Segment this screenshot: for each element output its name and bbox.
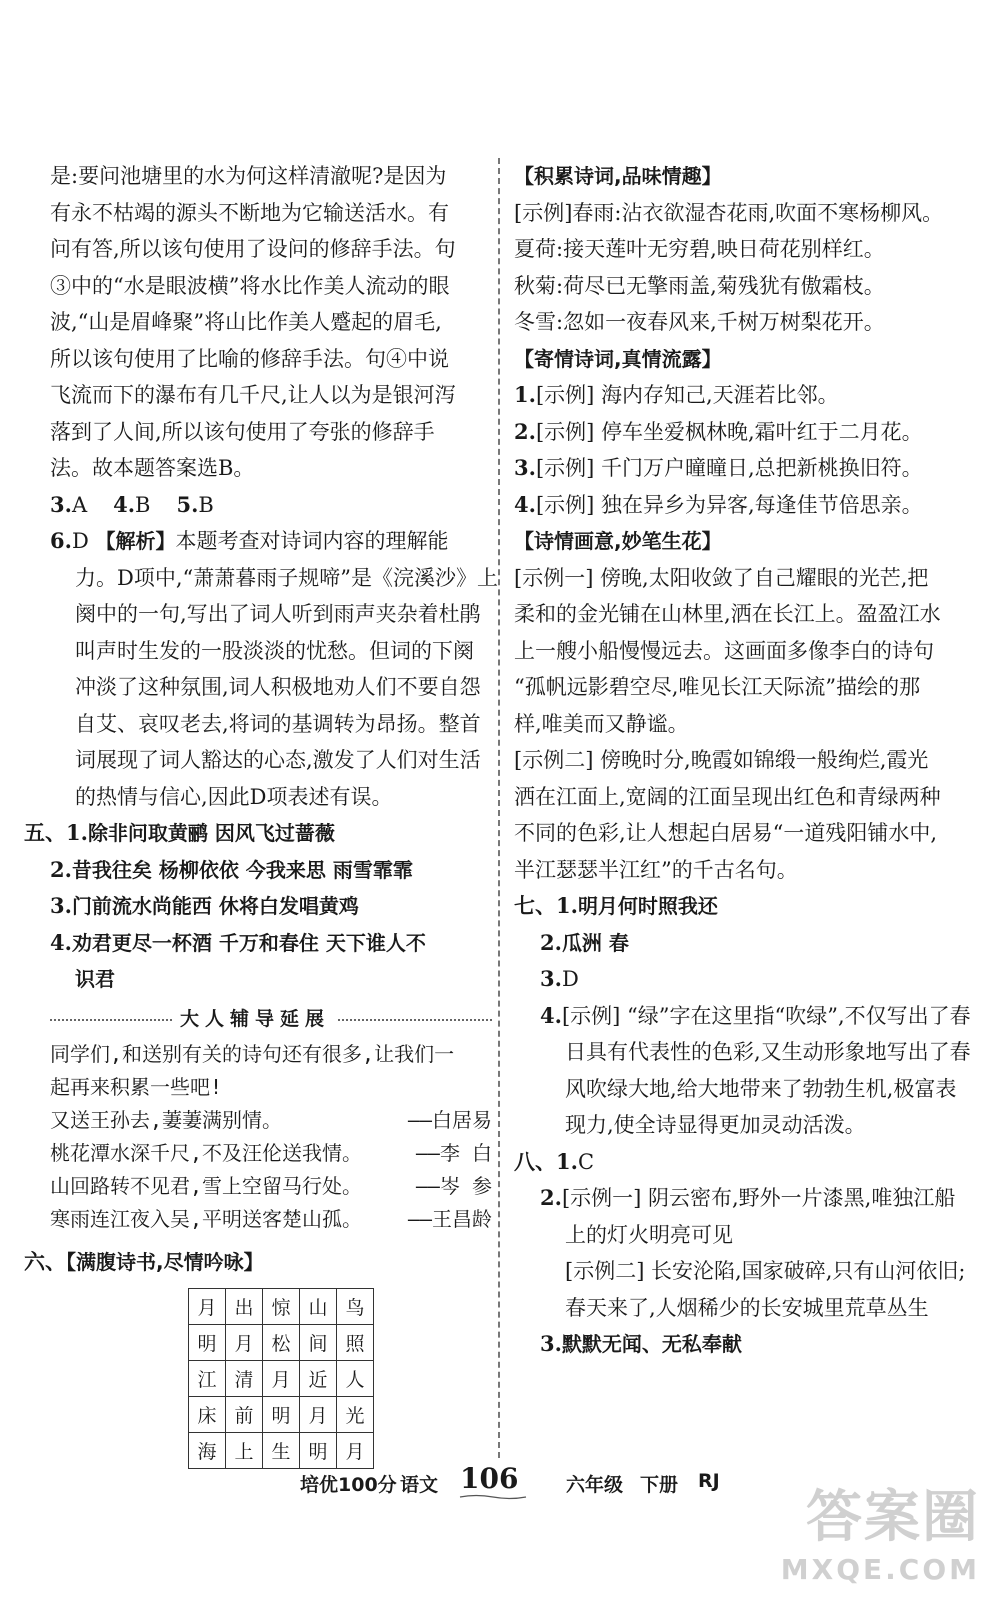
left-column: [24, 158, 498, 1469]
text-line: 现力,使全诗显得更加灵动活泼。: [565, 1113, 866, 1137]
text-line: 波,“山是眉峰聚”将山比作美人蹙起的眉毛,: [50, 310, 442, 334]
watermark-url: MXQE.COM: [780, 1553, 980, 1586]
section-6-heading: 六、【满腹诗书,尽情吟咏】: [24, 1248, 264, 1274]
grid-cell: 江: [189, 1361, 226, 1397]
list-item: 3.[示例] 千门万户曈曈日,总把新桃换旧符。: [514, 455, 923, 480]
text-line: 有永不枯竭的源头不断地为它输送活水。有: [50, 200, 449, 225]
extension-intro: 同学们,和送别有关的诗句还有很多,让我们一: [50, 1041, 455, 1066]
grid-row: [189, 1397, 374, 1433]
watermark-logo-text: 答案圈: [806, 1485, 980, 1550]
grid-cell: 上: [226, 1433, 263, 1469]
watermark: [781, 1473, 980, 1586]
poem-grid-table: [188, 1288, 374, 1469]
text-line: 日具有代表性的色彩,又生动形象地写出了春: [565, 1040, 971, 1064]
grid-cell: 光: [337, 1397, 374, 1433]
text-line: 落到了人间,所以该句使用了夸张的修辞手: [50, 419, 435, 444]
text-line: 自艾、哀叹老去,将词的基调转为昂扬。整首: [75, 711, 481, 736]
answers-3-4-5: 3.A 4.B 5.B: [50, 491, 214, 517]
grid-cell: 出: [226, 1289, 263, 1325]
column-divider: [498, 158, 500, 1458]
grid-cell: 鸟: [337, 1289, 374, 1325]
text-line: 问有答,所以该句使用了设问的修辞手法。句: [50, 237, 456, 261]
list-item: 2.[示例] 停车坐爱枫林晚,霜叶红于二月花。: [514, 418, 923, 444]
grid-cell: 人: [337, 1361, 374, 1397]
section-5-item-3: 3.门前流水尚能西 休将白发唱黄鸡: [50, 893, 359, 918]
grid-cell: 床: [189, 1397, 226, 1433]
footer-book: 培优100分: [300, 1474, 397, 1496]
text-line: ③中的“水是眼波横”将水比作美人流动的眼: [50, 273, 450, 298]
text-line: 冲淡了这种氛围,词人积极地劝人们不要自怨: [75, 675, 481, 699]
grid-cell: 月: [189, 1289, 226, 1325]
grid-cell: 清: [226, 1361, 263, 1397]
extension-intro: 起再来积累一些吧!: [50, 1074, 223, 1099]
footer-edition: RJ: [698, 1470, 720, 1492]
text-line: 样,唯美而又静谧。: [514, 711, 689, 736]
text-line: 是:要问池塘里的水为何这样清澈呢?是因为: [50, 164, 447, 188]
text-line: 冬雪:忽如一夜春风来,千树万树梨花开。: [514, 310, 885, 334]
text-line: 上的灯火明亮可见: [565, 1222, 733, 1247]
text-line: 力。D项中,“萧萧暮雨子规啼”是《浣溪沙》上: [75, 565, 498, 590]
grid-cell: 照: [337, 1325, 374, 1361]
grid-cell: 月: [226, 1325, 263, 1361]
text-line: 词展现了词人豁达的心态,激发了人们对生活: [75, 748, 481, 772]
text-line: 叫声时生发的一股淡淡的忧愁。但词的下阕: [75, 638, 474, 663]
text-line: 夏荷:接天莲叶无穷碧,映日荷花别样红。: [514, 237, 885, 261]
heading-emotion: 【寄情诗词,真情流露】: [514, 346, 722, 371]
text-line: 秋菊:荷尽已无擎雨盖,菊残犹有傲霜枝。: [514, 273, 885, 298]
poem-grid: [188, 1288, 492, 1469]
text-line: 所以该句使用了比喻的修辞手法。句④中说: [50, 346, 449, 371]
extension-header: [24, 1002, 492, 1036]
text-line: 柔和的金光铺在山林里,洒在长江上。盈盈江水: [514, 602, 941, 626]
text-line: 的热情与信心,因此D项表述有误。: [75, 784, 393, 809]
section-8-q2: 2.[示例一] 阴云密布,野外一片漆黑,唯独江船: [540, 1185, 956, 1210]
text-line: 上一艘小船慢慢远去。这画面多像李白的诗句: [514, 638, 934, 663]
text-line: 风吹绿大地,给大地带来了勃勃生机,极富表: [565, 1076, 957, 1101]
text-line: [示例]春雨:沾衣欲湿杏花雨,吹面不寒杨柳风。: [514, 200, 944, 225]
section-8-q1: 八、1.C: [514, 1148, 595, 1174]
grid-cell: 月: [263, 1361, 300, 1397]
grid-row: [189, 1325, 374, 1361]
poem-row: 又送王孙去,萋萋满别情。 ——白居易: [50, 1107, 492, 1132]
text-line: [示例二] 长安沦陷,国家破碎,只有山河依旧;: [565, 1259, 966, 1283]
list-item: 1.[示例] 海内存知己,天涯若比邻。: [514, 382, 839, 407]
heading-painting: 【诗情画意,妙笔生花】: [514, 529, 722, 553]
section-5-item-4: 4.劝君更尽一杯酒 千万和春住 天下谁人不: [50, 929, 426, 955]
grid-cell: 明: [263, 1397, 300, 1433]
footer-subject: 语文: [400, 1474, 439, 1496]
footer-volume: 下册: [640, 1474, 679, 1496]
section-7-q1: 七、1.明月何时照我还: [514, 893, 718, 918]
section-7-q2: 2.瓜洲 春: [540, 929, 629, 955]
grid-cell: 海: [189, 1433, 226, 1469]
page-number: 106: [460, 1462, 519, 1495]
text-line: 春天来了,人烟稀少的长安城里荒草丛生: [565, 1295, 929, 1320]
text-line: 不同的色彩,让人想起白居易“一道残阳铺水中,: [514, 821, 938, 845]
page-number-decoration: [458, 1494, 528, 1500]
extension-title: 大人辅导延展: [174, 1004, 336, 1031]
grid-cell: 月: [300, 1397, 337, 1433]
grid-cell: 间: [300, 1325, 337, 1361]
section-5-item-1: 五、1.除非问取黄鹂 因风飞过蔷薇: [24, 820, 335, 845]
section-7-q3: 3.D: [540, 966, 579, 991]
grid-row: [189, 1289, 374, 1325]
footer-grade: 六年级: [566, 1474, 624, 1496]
grid-cell: 明: [189, 1325, 226, 1361]
grid-row: [189, 1361, 374, 1397]
text-line: [示例二] 傍晚时分,晚霞如锦缎一般绚烂,霞光: [514, 748, 929, 772]
text-line: 飞流而下的瀑布有几千尺,让人以为是银河泻: [50, 383, 456, 407]
poem-row: 桃花潭水深千尺,不及汪伦送我情。 ——李 白: [50, 1140, 492, 1165]
section-7-q4: 4.[示例] “绿”字在这里指“吹绿”,不仅写出了春: [540, 1002, 971, 1028]
text-line: 半江瑟瑟半江红”的千古名句。: [514, 857, 798, 882]
grid-cell: 月: [337, 1433, 374, 1469]
section-5-item-2: 2.昔我往矣 杨柳依依 今我来思 雨雪霏霏: [50, 856, 413, 882]
poem-row: 山回路转不见君,雪上空留马行处。 ——岑 参: [50, 1173, 492, 1198]
text-line: 洒在江面上,宽阔的江面呈现出红色和青绿两种: [514, 784, 941, 809]
text-line: 法。故本题答案选B。: [50, 456, 255, 480]
text-line: [示例一] 傍晚,太阳收敛了自己耀眼的光芒,把: [514, 565, 929, 590]
text-line: 阕中的一句,写出了词人听到雨声夹杂着杜鹃: [75, 602, 481, 626]
grid-cell: 明: [300, 1433, 337, 1469]
grid-cell: 生: [263, 1433, 300, 1469]
question-6: 6.D 【解析】本题考查对诗词内容的理解能: [50, 528, 449, 553]
grid-cell: 惊: [263, 1289, 300, 1325]
text-line: “孤帆远影碧空尽,唯见长江天际流”描绘的那: [514, 675, 921, 699]
grid-cell: 近: [300, 1361, 337, 1397]
list-item: 4.[示例] 独在异乡为异客,每逢佳节倍思亲。: [514, 491, 923, 517]
section-8-q3: 3.默默无闻、无私奉献: [540, 1331, 742, 1356]
heading-accumulate: 【积累诗词,品味情趣】: [514, 164, 722, 188]
grid-cell: 松: [263, 1325, 300, 1361]
section-5-item-4-tail: 识君: [75, 967, 115, 991]
grid-cell: 前: [226, 1397, 263, 1433]
right-column: [514, 158, 984, 1363]
grid-cell: 山: [300, 1289, 337, 1325]
poem-row: 寒雨连江夜入吴,平明送客楚山孤。 ——王昌龄: [50, 1206, 492, 1231]
